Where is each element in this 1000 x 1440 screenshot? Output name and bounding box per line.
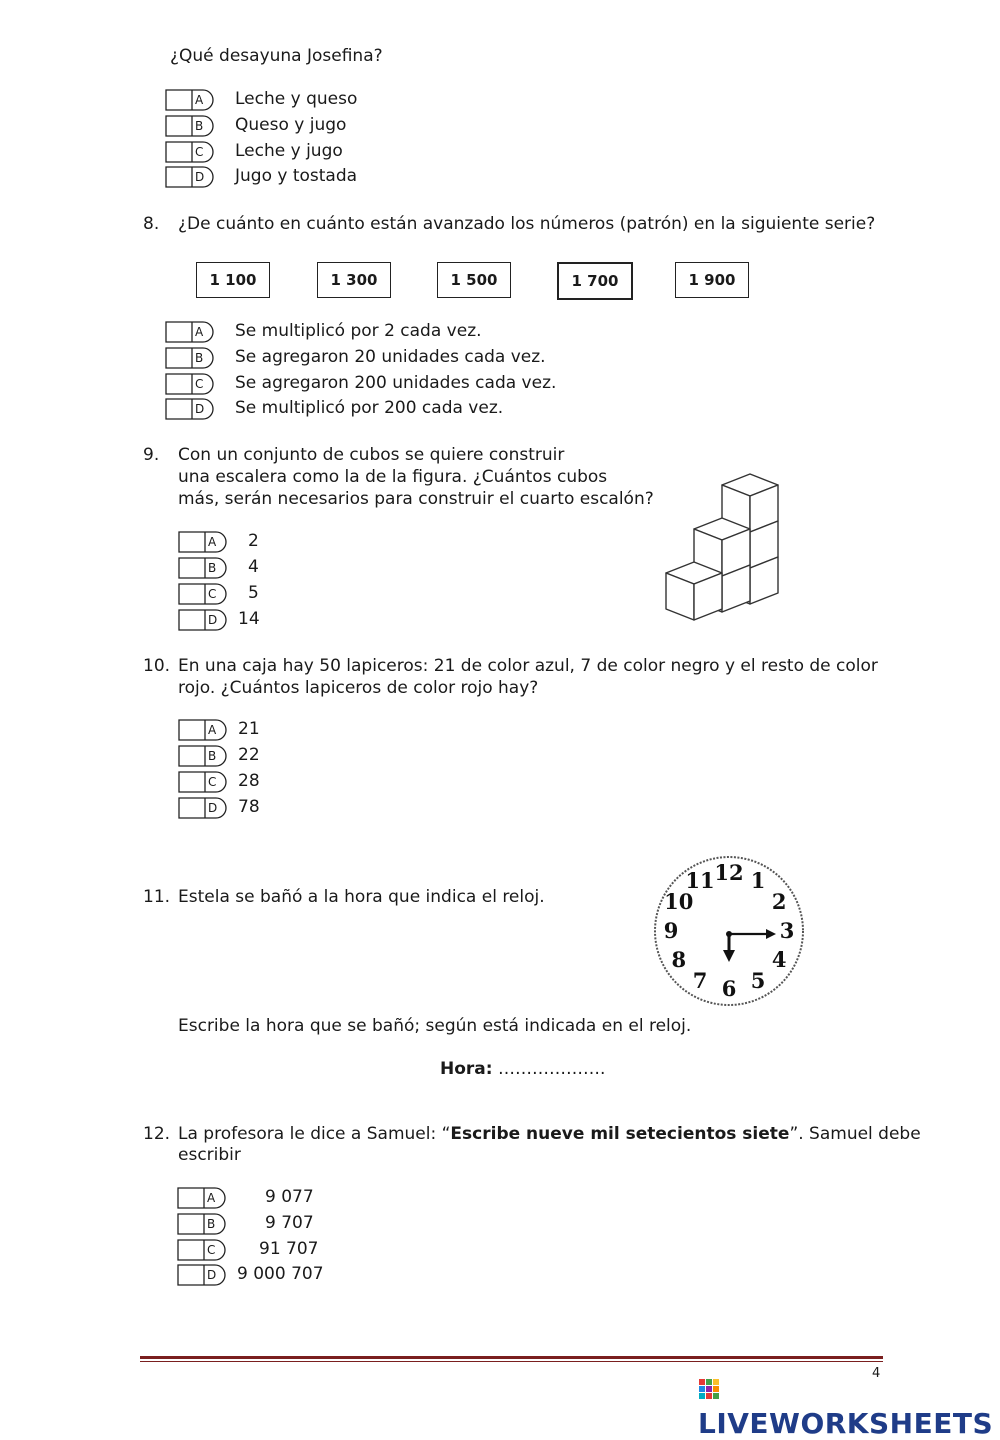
q9-line-1: Con un conjunto de cubos se quiere construir (178, 445, 565, 465)
q12-option-c[interactable] (177, 1238, 318, 1260)
q7-question: ¿Qué desayuna Josefina? (170, 46, 383, 66)
clock-figure (652, 854, 806, 1008)
liveworksheets-mark-icon (698, 1377, 720, 1403)
option-letter: C (208, 775, 217, 789)
clock-numeral: 8 (671, 947, 687, 972)
answer-box-d[interactable] (178, 609, 230, 629)
option-letter: C (195, 145, 204, 159)
q10-option-a[interactable] (178, 718, 260, 740)
option-text: Se multiplicó por 200 cada vez. (235, 398, 504, 418)
q10-option-d[interactable] (178, 796, 260, 818)
clock-numeral: 6 (721, 976, 737, 1001)
clock-numeral: 9 (663, 918, 679, 943)
series-box-1: 1 100 (196, 262, 270, 298)
option-letter: D (208, 801, 218, 815)
series-box-3: 1 500 (437, 262, 511, 298)
option-text: 21 (238, 719, 260, 739)
q11-question: Estela se bañó a la hora que indica el reloj. (178, 887, 545, 907)
q8-option-a[interactable] (165, 320, 482, 342)
q10-number: 10. (143, 656, 171, 676)
clock-numeral: 12 (714, 860, 744, 885)
option-letter: C (208, 587, 217, 601)
q8-question: ¿De cuánto en cuánto están avanzado los números (patrón) en la siguiente serie? (178, 214, 876, 234)
q12-option-b[interactable] (177, 1212, 314, 1234)
option-text: 28 (238, 771, 260, 791)
option-letter: D (195, 170, 205, 184)
option-text: Queso y jugo (235, 115, 347, 135)
answer-box-a[interactable] (178, 531, 230, 551)
hora-answer-blank[interactable]: ………………. (497, 1059, 606, 1079)
option-text: 2 (248, 531, 259, 551)
q12-text-after: ”. Samuel debe (789, 1124, 921, 1144)
q10-line-1: En una caja hay 50 lapiceros: 21 de color azul, 7 de color negro y el resto de color (178, 656, 878, 676)
clock-numeral: 2 (771, 889, 787, 914)
q12-option-d[interactable] (177, 1263, 324, 1285)
q7-option-a[interactable] (165, 88, 357, 110)
q7-option-c[interactable] (165, 140, 343, 162)
answer-box-b[interactable] (165, 115, 217, 135)
option-letter: D (207, 1268, 217, 1282)
footer-rule (140, 1356, 883, 1359)
q12-line-2: escribir (178, 1145, 241, 1165)
q12-text-before: La profesora le dice a Samuel: “ (178, 1124, 451, 1144)
option-text: Leche y jugo (235, 141, 343, 161)
option-text: 22 (238, 745, 260, 765)
answer-box-a[interactable] (177, 1187, 229, 1207)
answer-box-a[interactable] (178, 719, 230, 739)
clock-numeral: 1 (750, 867, 766, 893)
option-letter: D (195, 402, 205, 416)
answer-box-b[interactable] (177, 1213, 229, 1233)
option-text: 9 707 (265, 1213, 314, 1233)
option-text: 14 (238, 609, 260, 629)
cube-staircase-figure (658, 458, 788, 638)
q9-option-c[interactable] (178, 582, 259, 604)
option-letter: A (208, 723, 217, 737)
answer-box-a[interactable] (165, 321, 217, 341)
option-text: 4 (248, 557, 259, 577)
option-text: Se multiplicó por 2 cada vez. (235, 321, 482, 341)
q10-option-c[interactable] (178, 770, 260, 792)
q7-option-d[interactable] (165, 165, 357, 187)
q12-number: 12. (143, 1124, 171, 1144)
option-letter: A (195, 325, 204, 339)
q12-text-bold: Escribe nueve mil setecientos siete (450, 1124, 790, 1144)
clock-numeral: 3 (779, 918, 795, 943)
q9-option-d[interactable] (178, 608, 260, 630)
answer-box-b[interactable] (165, 347, 217, 367)
page-number: 4 (872, 1366, 881, 1381)
q8-number: 8. (143, 214, 160, 234)
series-box-4: 1 700 (557, 262, 633, 300)
option-text: Se agregaron 200 unidades cada vez. (235, 373, 557, 393)
q8-option-c[interactable] (165, 372, 556, 394)
hora-line (440, 1059, 605, 1079)
clock-numeral: 10 (664, 889, 694, 914)
option-letter: B (195, 351, 204, 365)
option-letter: B (195, 119, 204, 133)
q11-instruction: Escribe la hora que se bañó; según está indicada en el reloj. (178, 1016, 692, 1036)
q8-option-d[interactable] (165, 397, 503, 419)
q12-option-a[interactable] (177, 1186, 314, 1208)
logo-text: LIVEWORKSHEETS (698, 1407, 994, 1440)
option-text: Jugo y tostada (235, 166, 358, 186)
clock-numeral: 4 (771, 947, 787, 972)
q9-line-2: una escalera como la de la figura. ¿Cuántos cubos (178, 467, 608, 487)
series-box-5: 1 900 (675, 262, 749, 298)
q10-option-b[interactable] (178, 744, 260, 766)
option-letter: B (208, 561, 217, 575)
answer-box-c[interactable] (165, 373, 217, 393)
clock-numeral: 5 (750, 968, 766, 994)
q12-line-1 (178, 1124, 921, 1144)
option-letter: A (207, 1191, 216, 1205)
option-letter: A (195, 93, 204, 107)
option-text: Se agregaron 20 unidades cada vez. (235, 347, 546, 367)
q9-number: 9. (143, 445, 160, 465)
hora-label: Hora: (440, 1059, 493, 1079)
answer-box-d[interactable] (165, 166, 217, 186)
answer-box-c[interactable] (177, 1239, 229, 1259)
option-letter: C (195, 377, 204, 391)
option-letter: C (207, 1243, 216, 1257)
q10-line-2: rojo. ¿Cuántos lapiceros de color rojo hay? (178, 678, 539, 698)
option-text: 78 (238, 797, 260, 817)
answer-box-d[interactable] (178, 797, 230, 817)
q8-option-b[interactable] (165, 346, 546, 368)
answer-box-d[interactable] (165, 398, 217, 418)
clock-numeral: 11 (685, 867, 715, 893)
answer-box-c[interactable] (178, 583, 230, 603)
liveworksheets-logo (698, 1374, 1000, 1440)
option-text: 91 707 (259, 1239, 319, 1259)
option-text: Leche y queso (235, 89, 358, 109)
option-text: 9 000 707 (237, 1264, 324, 1284)
answer-box-c[interactable] (165, 141, 217, 161)
q9-option-b[interactable] (178, 556, 259, 578)
q9-option-a[interactable] (178, 530, 259, 552)
option-letter: B (207, 1217, 216, 1231)
answer-box-b[interactable] (178, 745, 230, 765)
option-letter: A (208, 535, 217, 549)
answer-box-d[interactable] (177, 1264, 229, 1284)
answer-box-a[interactable] (165, 89, 217, 109)
q9-line-3: más, serán necesarios para construir el cuarto escalón? (178, 489, 654, 509)
q7-option-b[interactable] (165, 114, 346, 136)
answer-box-c[interactable] (178, 771, 230, 791)
option-letter: D (208, 613, 218, 627)
footer-rule-thin (140, 1361, 883, 1362)
option-text: 5 (248, 583, 259, 603)
option-letter: B (208, 749, 217, 763)
answer-box-b[interactable] (178, 557, 230, 577)
clock-numeral: 7 (692, 968, 708, 994)
option-text: 9 077 (265, 1187, 314, 1207)
q11-number: 11. (143, 887, 171, 907)
series-box-2: 1 300 (317, 262, 391, 298)
